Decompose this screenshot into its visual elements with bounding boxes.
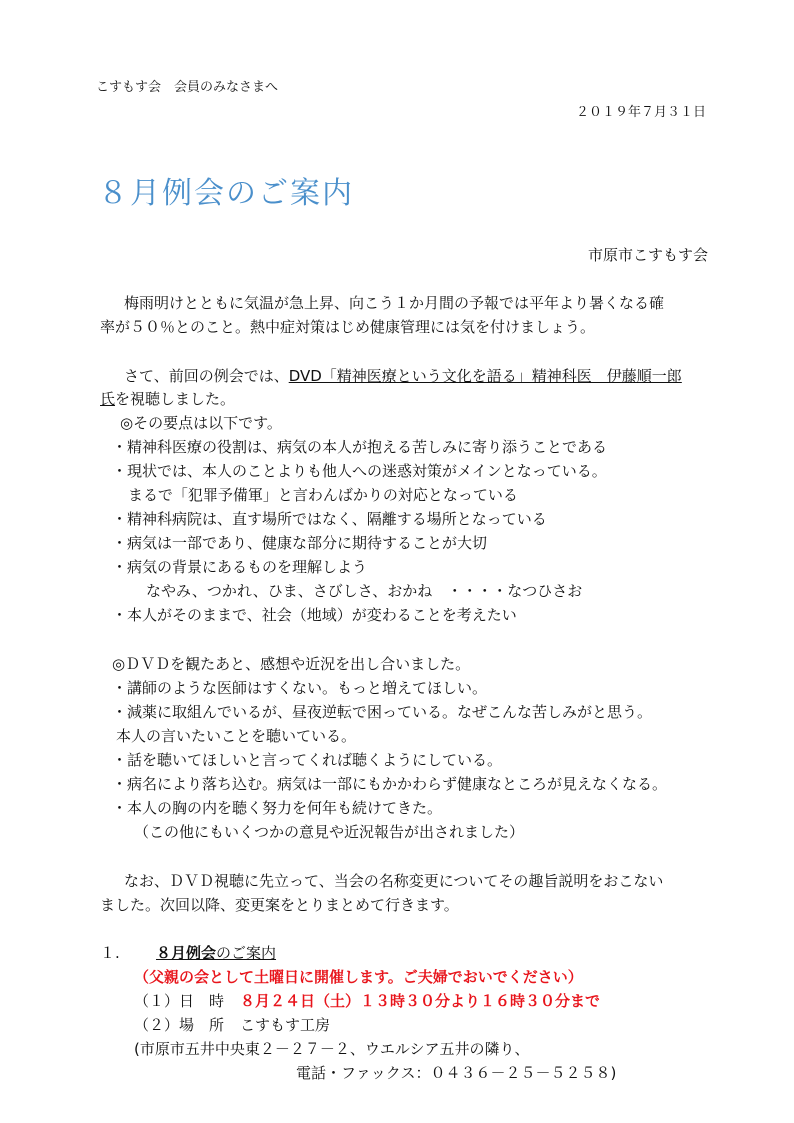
section-number: １. xyxy=(100,944,120,962)
place-value: こすもす工房 xyxy=(240,1016,331,1034)
datetime-value: ８月２４日（土）１３時３０分より１６時３０分まで xyxy=(240,992,601,1010)
venue-phone: 電話・ファックス：０４３６－２５－５２５８) xyxy=(296,1064,617,1082)
list-item: ・精神科医療の役割は、病気の本人が抱える苦しみに寄り添うことである xyxy=(112,438,608,456)
organization-name: 市原市こすもす会 xyxy=(587,246,708,264)
list-item: なやみ、つかれ、ひま、さびしさ、おかね ・・・・なつひさお xyxy=(146,582,583,600)
datetime-label: （１）日 時 xyxy=(134,992,225,1010)
list-item: ・現状では、本人のことよりも他人への迷惑対策がメインとなっている。 xyxy=(112,462,607,480)
venue-address: (市原市五井中央東２－２７－２、ウエルシア五井の隣り、 xyxy=(134,1040,530,1058)
list-item: ・精神科病院は、直す場所ではなく、隔離する場所となっている xyxy=(112,510,547,528)
previous-line-2-rest: を視聴しました。 xyxy=(115,390,236,408)
list-item: ・減薬に取組んでいるが、昼夜逆転で困っている。なぜこんな苦しみがと思う。 xyxy=(112,703,653,721)
list-item: ・病気の背景にあるものを理解しよう xyxy=(112,558,368,576)
dvd-title: DVD「精神医療という文化を語る」精神科医 伊藤順一郎 xyxy=(288,367,682,385)
points-heading: ◎その要点は以下です。 xyxy=(120,414,282,432)
document-date: ２０１９年７月３１日 xyxy=(575,105,706,120)
section-title-rest: のご案内 xyxy=(216,944,277,962)
discussion-heading: ◎ＤＶＤを観たあと、感想や近況を出し合いました。 xyxy=(112,655,471,673)
list-item: ・病気は一部であり、健康な部分に期待することが大切 xyxy=(112,534,488,552)
addressee: こすもす会 会員のみなさまへ xyxy=(96,80,279,95)
section-title xyxy=(156,943,276,963)
lecturer-suffix: 氏 xyxy=(100,390,116,408)
previous-line-1 xyxy=(124,366,682,386)
note-line-2: ました。次回以降、変更案をとりまとめて行きます。 xyxy=(100,896,459,914)
page-title: ８月例会のご案内 xyxy=(98,176,354,211)
list-item: ・本人がそのままで、社会（地域）が変わることを考えたい xyxy=(112,606,517,624)
list-item: 本人の言いたいことを聴いている。 xyxy=(116,727,357,745)
greeting-line-1: 梅雨明けとともに気温が急上昇、向こう１か月間の予報では平年より暑くなる確 xyxy=(124,294,665,312)
meeting-notice: （父親の会として土曜日に開催します。ご夫婦でおいでください） xyxy=(134,968,583,986)
list-item: ・本人の胸の内を聴く努力を何年も続けてきた。 xyxy=(112,799,443,817)
list-item: まるで「犯罪予備軍」と言わんばかりの対応となっている xyxy=(128,486,518,504)
section-title-bold: ８月例会 xyxy=(156,944,217,962)
note-line-1: なお、ＤＶＤ視聴に先立って、当会の名称変更についてその趣旨説明をおこない xyxy=(124,872,664,890)
previous-line-1-prefix: さて、前回の例会では、 xyxy=(124,367,289,385)
list-item: ・病名により落ち込む。病気は一部にもかかわらず健康なところが見えなくなる。 xyxy=(112,775,668,793)
list-item: ・講師のような医師はすくない。もっと増えてほしい。 xyxy=(112,679,488,697)
place-label: （２）場 所 xyxy=(134,1016,225,1034)
list-item: （この他にもいくつかの意見や近況報告が出されました） xyxy=(134,823,525,841)
greeting-line-2: 率が５０％とのこと。熱中症対策はじめ健康管理には気を付けましょう。 xyxy=(100,318,596,336)
previous-line-2 xyxy=(100,389,235,409)
list-item: ・話を聴いてほしいと言ってくれば聴くようにしている。 xyxy=(112,751,503,769)
